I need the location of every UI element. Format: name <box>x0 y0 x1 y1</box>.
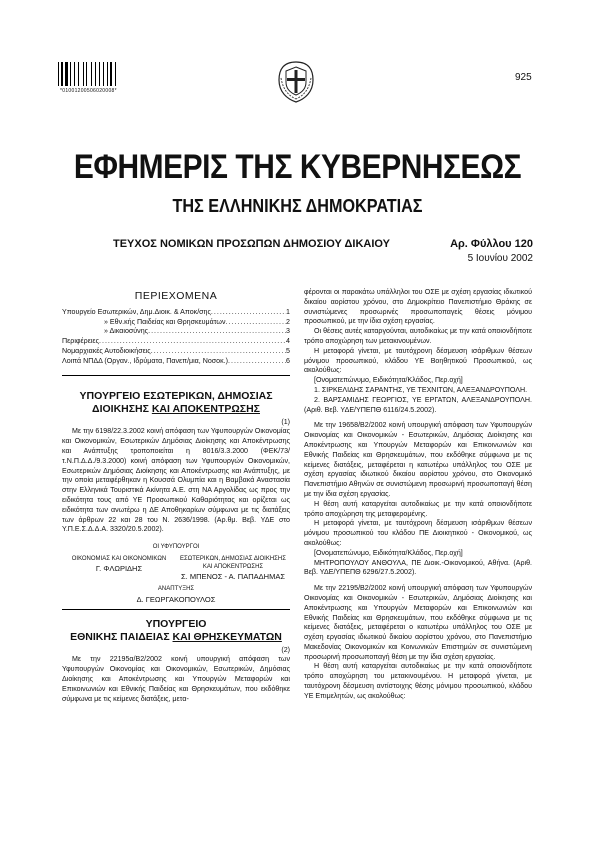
barcode-bar <box>117 62 118 86</box>
barcode-number: *01001200506020008* <box>60 88 117 94</box>
barcode-bar <box>88 62 89 86</box>
greek-coat-of-arms-icon <box>273 58 319 104</box>
signature-block <box>62 555 176 581</box>
paragraph: Η θέση αυτή καταργείται αυτοδικαίως με την κατά οποιονδήποτε τρόπο αποχώρηση της μεταφερομένης. <box>304 499 532 518</box>
paragraph: 1. ΣΙΡΚΕΛΙΔΗΣ ΣΑΡΑΝΤΗΣ, ΥΕ ΤΕΧΝΙΤΩΝ, ΑΛΕΞΑΝΔΡΟΥΠΟΛΗ. <box>314 385 528 394</box>
left-column <box>62 288 290 704</box>
paragraph: Οι θέσεις αυτές καταργούνται, αυτοδικαίως με την κατά οποιονδήποτε τρόπο αποχώρηση των μετακινουμένων. <box>304 327 532 345</box>
toc-row[interactable] <box>62 337 290 347</box>
toc-row[interactable] <box>62 327 290 337</box>
toc-entry: » Δικαιοσύνης <box>104 327 149 336</box>
section-heading <box>62 390 290 416</box>
barcode-bar <box>76 62 77 86</box>
barcode-bar <box>91 62 92 86</box>
barcode-bar <box>113 62 114 86</box>
barcode-bar <box>95 62 96 86</box>
toc-page: 4 <box>286 337 290 346</box>
paragraph: Η μεταφορά γίνεται, με ταυτόχρονη δέσμευση ισάριθμων θέσεων μόνιμου προσωπικού, κλάδου ΥΕ Βοηθητικού Προσωπικού, ως ακολούθως: <box>304 346 532 375</box>
toc-row[interactable] <box>62 357 290 367</box>
signatory-name: Γ. ΦΛΩΡΙΔΗΣ <box>95 563 143 573</box>
barcode-bar <box>78 62 79 86</box>
barcode-bar <box>70 62 71 86</box>
barcode-bar <box>108 62 109 86</box>
barcode-bar <box>97 62 98 86</box>
paragraph: Με την 22195/Β2/2002 κοινή υπουργική απόφαση των Υφυπουργών Οικονομίας και Οικονομικών - Εσωτερικών, Δημόσιας Διοίκησης και Αποκέντρωσης και Υπουργών Μεταφορών και Επικοινωνιών και Εθνικής Παιδείας και Θρησκευμάτων, που εκδόθηκε σύμφωνα με τις κείμενες διατάξεις, μεταφέρεται ο κατωτέρω υπάλληλος του ΟΣΕ με σχέση εργασίας ιδιωτικού δικαίου αορίστου χρόνου, στο Πανεπιστήμιο Μακεδονίας Οικονομικών και Κοινωνικών Επιστημών σε συνιστώμενη προσωρινή προσωποπαγή θέση με την ίδια σχέση εργασίας. <box>304 584 532 661</box>
section-heading <box>62 618 290 644</box>
signature-block <box>176 555 290 581</box>
toc-entry: » Εθν.κής Παιδείας και Θρησκευμάτων <box>104 317 226 326</box>
barcode-bar <box>104 62 105 86</box>
decision-number: (2) <box>281 645 290 654</box>
toc-entry: Λοιπά ΝΠΔΔ (Οργαν., Ιδρύματα, Πανεπ/μια, Νοσοκ.) <box>62 356 228 365</box>
barcode-bar <box>69 62 70 86</box>
barcode-bar <box>101 62 102 86</box>
toc-entry: Νομαρχιακές Αυτοδιοικήσεις <box>62 346 151 355</box>
barcode-bar <box>72 62 73 86</box>
barcode-bar <box>115 62 116 86</box>
toc-page: 5 <box>286 346 290 355</box>
issue-sheet-number: Αρ. Φύλλου 120 <box>450 238 533 250</box>
barcode-bar <box>86 62 87 86</box>
paragraph: [Ονοματεπώνυμο, Ειδικότητα/Κλάδος, Περ.οχή] <box>314 376 463 385</box>
gazette-title: ΕΦΗΜΕΡΙΣ ΤΗΣ ΚΥΒΕΡΝΗΣΕΩΣ <box>73 148 522 186</box>
toc-page: 2 <box>286 317 290 326</box>
toc-entry: Υπουργείο Εσωτερικών, Δημ.Διοικ. & Αποκ/σης <box>62 307 211 316</box>
section-title-line: ΥΠΟΥΡΓΕΙΟ ΕΣΩΤΕΡΙΚΩΝ, ΔΗΜΟΣΙΑΣ <box>79 389 273 402</box>
barcode-bar <box>99 62 100 86</box>
section-title-part: ΚΑΙ ΑΠΟΚΕΝΤΡΩΣΗΣ <box>151 402 260 415</box>
divider <box>62 609 290 610</box>
section-title-part: ΕΘΝΙΚΗΣ ΠΑΙΔΕΙΑΣ <box>70 630 173 643</box>
right-column <box>304 288 532 702</box>
barcode-bar <box>85 62 86 86</box>
barcode-bar <box>83 62 84 86</box>
barcode <box>58 62 118 86</box>
issue-date: 5 Ιουνίου 2002 <box>467 253 533 264</box>
barcode-bar <box>103 62 104 86</box>
toc-page: 6 <box>286 356 290 365</box>
signatory-name: Δ. ΓΕΩΡΓΑΚΟΠΟΥΛΟΣ <box>136 594 216 604</box>
toc-entry: Περιφέρειες <box>62 337 100 346</box>
signatory-role: ΕΣΩΤΕΡΙΚΩΝ, ΔΗΜΟΣΙΑΣ ΔΙΟΙΚΗΣΗΣ ΚΑΙ ΑΠΟΚΕΝΤΡΩΣΗΣ <box>180 555 286 570</box>
paragraph: Η θέση αυτή καταργείται αυτοδικαίως με την κατά οποιονδήποτε τρόπο αποχώρηση του μετακινουμένου. Η μεταφορά γίνεται, με ταυτόχρονη δέσμευση αντίστοιχης θέσης μόνιμου προσωπικού, κλάδου ΥΕ Επιμελητών, ως ακολούθως: <box>304 662 532 700</box>
signatory-name: Σ. ΜΠΕΝΟΣ - Α. ΠΑΠΑΔΗΜΑΣ <box>181 571 285 581</box>
page-number: 925 <box>515 72 532 83</box>
section-title-line <box>62 631 290 644</box>
paragraph: φέρονται οι παρακάτω υπάλληλοι του ΟΣΕ με σχέση εργασίας ιδιωτικού δικαίου αορίστου χρόνου, στο Δημοκρίτειο Πανεπιστήμιο Θράκης σε συνιστώμενες προσωρινές προσωποπαγείς θέσεις μόνιμου προσωπικού, με την ίδια σχέση εργασίας. <box>304 288 532 326</box>
paragraph: ΜΗΤΡΟΠΟΥΛΟΥ ΑΝΘΟΥΛΑ, ΠΕ Διοικ.-Οικονομικού, Αθήνα. (Αριθ. Βεβ. ΥΔΕ/ΥΠΕΠΘ 6296/27.5.2002). <box>304 558 532 577</box>
barcode-bar <box>64 62 65 86</box>
decision-number: (1) <box>281 417 290 426</box>
barcode-bar <box>92 62 94 86</box>
barcode-bar <box>107 62 108 86</box>
toc-page: 1 <box>286 307 290 316</box>
barcode-bar <box>74 62 75 86</box>
gazette-subtitle: ΤΗΣ ΕΛΛΗΝΙΚΗΣ ΔΗΜΟΚΡΑΤΙΑΣ <box>172 196 423 216</box>
toc-heading: ΠΕΡΙΕΧΟΜΕΝΑ <box>134 290 218 302</box>
issue-series: ΤΕΥΧΟΣ ΝΟΜΙΚΩΝ ΠΡΟΣΩΠΩΝ ΔΗΜΟΣΙΟΥ ΔΙΚΑΙΟΥ <box>113 238 390 250</box>
barcode-bar <box>80 62 82 86</box>
toc-row[interactable] <box>62 347 290 357</box>
decision-text: Με την 6198/22.3.2002 κοινή απόφαση των Υφυπουργών Οικονομίας και Οικονομικών, Εσωτερικών Δημόσιας Διοίκησης και Αποκέντρωσης και Ανάπτυξης τροποποιείται η 8016/3.3.2000 (ΦΕΚ/73/τ.Ν.Π.Δ.Δ./9.3.2000) κοινή απόφαση των Υφυπουργών Οικονομικών, Εσωτερικών Δημόσιας Διοίκησης και Αποκέντρωσης και Ανάπτυξης, με την οποία μεταφέρθηκαν η Κουσσά Ολυμπία και η Βαμβακά Αναστασία στην Ελληνικά Τουριστικά Ακίνητα Α.Ε. στη ΝΑ Αργολίδας ως προς την ειδικότητα τους από ΥΕ Προσωπικού Καθαριότητας και ορίζεται ως ειδικότητα των ανωτέρω η ΔΕ Αποθηκαρίων σύμφωνα με τις διατάξεις των άρθρων 22 και 28 του Ν. 2636/1998. (Αρ.θμ. Βεβ. ΥΔΕ στο Υ.Π.Ε.Σ.Δ.Δ.Α. 3320/20.5.2002). <box>62 427 290 534</box>
paragraph: Με την 19658/Β2/2002 κοινή υπουργική απόφαση των Υφυπουργών Οικονομίας και Οικονομικών - Εσωτερικών, Δημόσιας Διοίκησης και Αποκέντρωσης και Υπουργών Μεταφορών και Επικοινωνιών και Εθνικής Παιδείας και Θρησκευμάτων, που εκδόθηκε σύμφωνα με τις κείμενες διατάξεις, μεταφέρεται η κατωτέρω υπάλληλος του ΟΣΕ με σχέση εργασίας ιδιωτικού δικαίου αορίστου χρόνου, στο Οικονομικό Πανεπιστήμιο Αθηνών σε συνιστώμενη προσωρινή προσωποπαγή θέση με την ίδια σχέση εργασίας. <box>304 421 532 498</box>
signatory-role: ΟΙΚΟΝΟΜΙΑΣ ΚΑΙ ΟΙΚΟΝΟΜΙΚΩΝ <box>71 555 167 562</box>
paragraph: Η μεταφορά γίνεται, με ταυτόχρονη δέσμευση ισάριθμων θέσεων μόνιμου προσωπικού του κλάδου ΠΕ Διοικητικού - Οικονομικού, ως ακολούθως: <box>304 519 532 547</box>
signatories-heading: ΟΙ ΥΦΥΠΟΥΡΓΟΙ <box>152 544 200 551</box>
issue-line <box>113 238 533 250</box>
decision-text: Με την 22195α/Β2/2002 κοινή υπουργική απόφαση των Υφυπουργών Οικονομίας και Οικονομικών, Εσωτερικών, Δημόσιας Διοίκησης και Αποκέντρωσης και Υπουργών Μεταφορών και Επικοινωνιών και Εθνικής Παιδείας και Θρησκευμάτων, που εκδόθηκε σύμφωνα με τις κείμενες διατάξεις, μετα- <box>62 655 290 703</box>
section-title-line <box>62 403 290 416</box>
paragraph: 2. ΒΑΡΣΑΜΙΔΗΣ ΓΕΩΡΓΙΟΣ, ΥΕ ΕΡΓΑΤΩΝ, ΑΛΕΞΑΝΔΡΟΥΠΟΛΗ. (Αριθ. Βεβ. ΥΔΕ/ΥΠΕΠΘ 6116/24.5.2002). <box>304 395 532 414</box>
barcode-bar <box>65 62 67 86</box>
signatures <box>62 555 290 581</box>
barcode-bar <box>61 62 62 86</box>
section-title-line: ΥΠΟΥΡΓΕΙΟ <box>145 617 207 630</box>
barcode-bar <box>110 62 112 86</box>
signatory-role: ΑΝΑΠΤΥΞΗΣ <box>157 585 195 592</box>
paragraph: [Ονοματεπώνυμο, Ειδικότητα/Κλάδος, Περ.οχή] <box>314 548 463 557</box>
toc-page: 3 <box>286 327 290 336</box>
toc-row[interactable] <box>62 318 290 328</box>
divider <box>62 375 290 376</box>
section-title-part: ΚΑΙ ΘΡΗΣΚΕΥΜΑΤΩΝ <box>172 630 282 643</box>
barcode-bar <box>60 62 61 86</box>
barcode-bar <box>58 62 59 86</box>
toc-row[interactable] <box>62 308 290 318</box>
section-title-part: ΔΙΟΙΚΗΣΗΣ <box>92 402 152 415</box>
